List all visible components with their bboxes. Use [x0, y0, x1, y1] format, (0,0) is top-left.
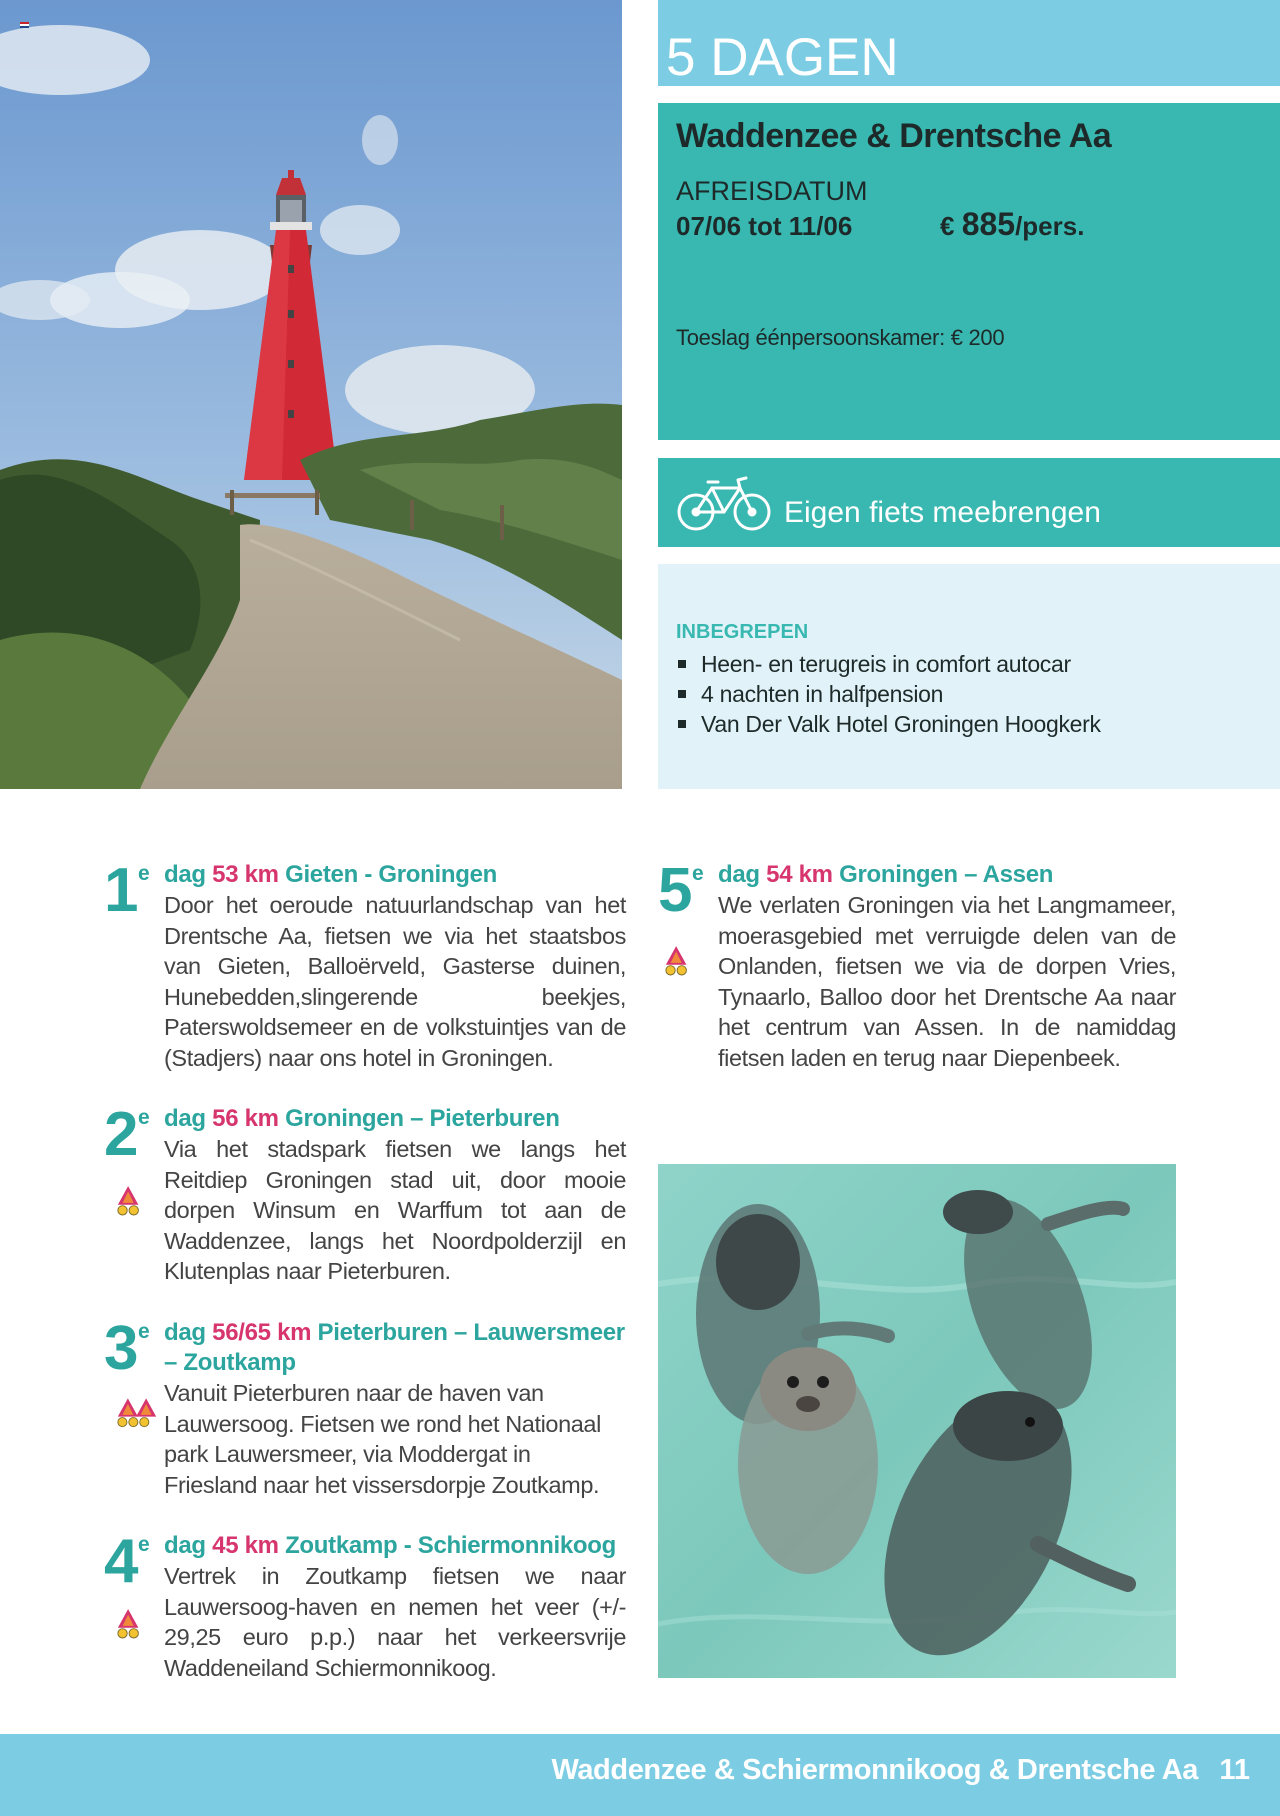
difficulty-icon: [116, 1184, 144, 1218]
included-item: Van Der Valk Hotel Groningen Hoogkerk: [676, 709, 1101, 739]
day-heading: [164, 860, 497, 890]
duration-title: 5 DAGEN: [666, 28, 899, 87]
day-distance: 53 km: [212, 861, 279, 888]
day-description: Via het stadspark fietsen we langs het Reitdiep Groningen stad uit, door mooie dorpen Winsum en Warffum tot aan de Waddenzee, langs het Noordpolderzijl en Klutenplas naar Pieterburen.: [164, 1136, 626, 1284]
difficulty-icon: [116, 1396, 158, 1430]
trip-title: Waddenzee & Drentsche Aa: [676, 117, 1112, 155]
departure-dates: 07/06 tot 11/06: [676, 211, 853, 241]
day-number: 2: [104, 1100, 139, 1169]
day-route: Groningen – Assen: [832, 861, 1054, 888]
day-number-suffix: e: [692, 862, 704, 885]
day-number-suffix: e: [138, 1533, 150, 1556]
day-number: 1: [104, 856, 139, 925]
page-number: 11: [1219, 1754, 1250, 1786]
day-number: 4: [104, 1527, 139, 1596]
day-description: Vertrek in Zoutkamp fietsen we naar Lauwersoog-haven en nemen het veer (+/- 29,25 euro p.p.) naar het verkeersvrije Waddeneiland Schiermonnikoog.: [164, 1563, 626, 1681]
day-heading: [164, 1318, 626, 1378]
day-description: Door het oeroude natuurlandschap van het Drentsche Aa, fietsen we via het staatsbos van Gieten, Balloërveld, Gasterse duinen, Hunebedden,slingerende beekjes, Paterswoldsemeer en de volkstuintjes van de (Stadjers) naar ons hotel in Groningen.: [164, 892, 626, 1071]
included-title: INBEGREPEN: [676, 621, 809, 643]
footer-title: Waddenzee & Schiermonnikoog & Drentsche Aa: [551, 1754, 1198, 1786]
day-distance: 56/65 km: [212, 1319, 312, 1346]
day-route: Groningen – Pieterburen: [278, 1105, 560, 1132]
trip-info-box: [658, 103, 1280, 440]
day-number-suffix: e: [138, 1320, 150, 1343]
flag-icon: [20, 22, 29, 29]
day-distance: 45 km: [212, 1532, 279, 1559]
day-prefix: dag: [164, 1105, 213, 1132]
day-3: [104, 1314, 625, 1508]
price-unit: /pers.: [1015, 211, 1085, 241]
day-5: [658, 856, 1178, 1080]
departure-label: AFREISDATUM: [676, 176, 868, 206]
bike-label: Eigen fiets meebrengen: [784, 496, 1101, 529]
bicycle-icon: [676, 474, 772, 532]
day-description: Vanuit Pieterburen naar de haven van Lauwersoog. Fietsen we rond het Nationaal park Lauwersmeer, via Moddergat in Friesland naar het vissersdorpje Zoutkamp.: [164, 1380, 601, 1498]
day-number: 5: [658, 856, 693, 925]
day-prefix: dag: [164, 861, 213, 888]
bike-box: [658, 458, 1280, 547]
included-item: 4 nachten in halfpension: [676, 679, 1101, 709]
price-currency: €: [940, 211, 962, 241]
day-2: [104, 1100, 626, 1304]
day-distance: 56 km: [212, 1105, 279, 1132]
day-route: Pieterburen – Lauwersmeer – Zoutkamp: [164, 1319, 625, 1376]
day-1: [104, 856, 626, 1080]
lighthouse-photo: [0, 0, 622, 789]
day-heading: [164, 1104, 560, 1134]
day-route: Zoutkamp - Schiermonnikoog: [278, 1532, 616, 1559]
single-room-supplement: Toeslag éénpersoonskamer: € 200: [676, 325, 1005, 350]
day-number-suffix: e: [138, 1106, 150, 1129]
day-4: [104, 1527, 626, 1721]
day-heading: [164, 1531, 616, 1561]
difficulty-icon: [116, 1607, 144, 1641]
price: [940, 206, 1084, 243]
day-distance: 54 km: [766, 861, 833, 888]
day-prefix: dag: [718, 861, 767, 888]
included-box: [658, 564, 1280, 789]
day-number: 3: [104, 1314, 139, 1383]
day-route: Gieten - Groningen: [278, 861, 498, 888]
day-prefix: dag: [164, 1532, 213, 1559]
day-prefix: dag: [164, 1319, 213, 1346]
seals-photo: [658, 1164, 1176, 1678]
included-list: [676, 649, 1101, 739]
day-description: We verlaten Groningen via het Langmameer, moerasgebied met verruigde delen van de Onlanden, fietsen we via de dorpen Vries, Tynaarlo, Balloo door het Drentsche Aa naar het centrum van Assen. In de namiddag fietsen laden en terug naar Diepenbeek.: [718, 892, 1176, 1071]
day-heading: [718, 860, 1053, 890]
included-item: Heen- en terugreis in comfort autocar: [676, 649, 1101, 679]
day-number-suffix: e: [138, 862, 150, 885]
page-footer: [0, 1734, 1280, 1816]
difficulty-icon: [664, 944, 692, 978]
duration-banner: [658, 0, 1280, 86]
price-amount: 885: [961, 206, 1016, 242]
